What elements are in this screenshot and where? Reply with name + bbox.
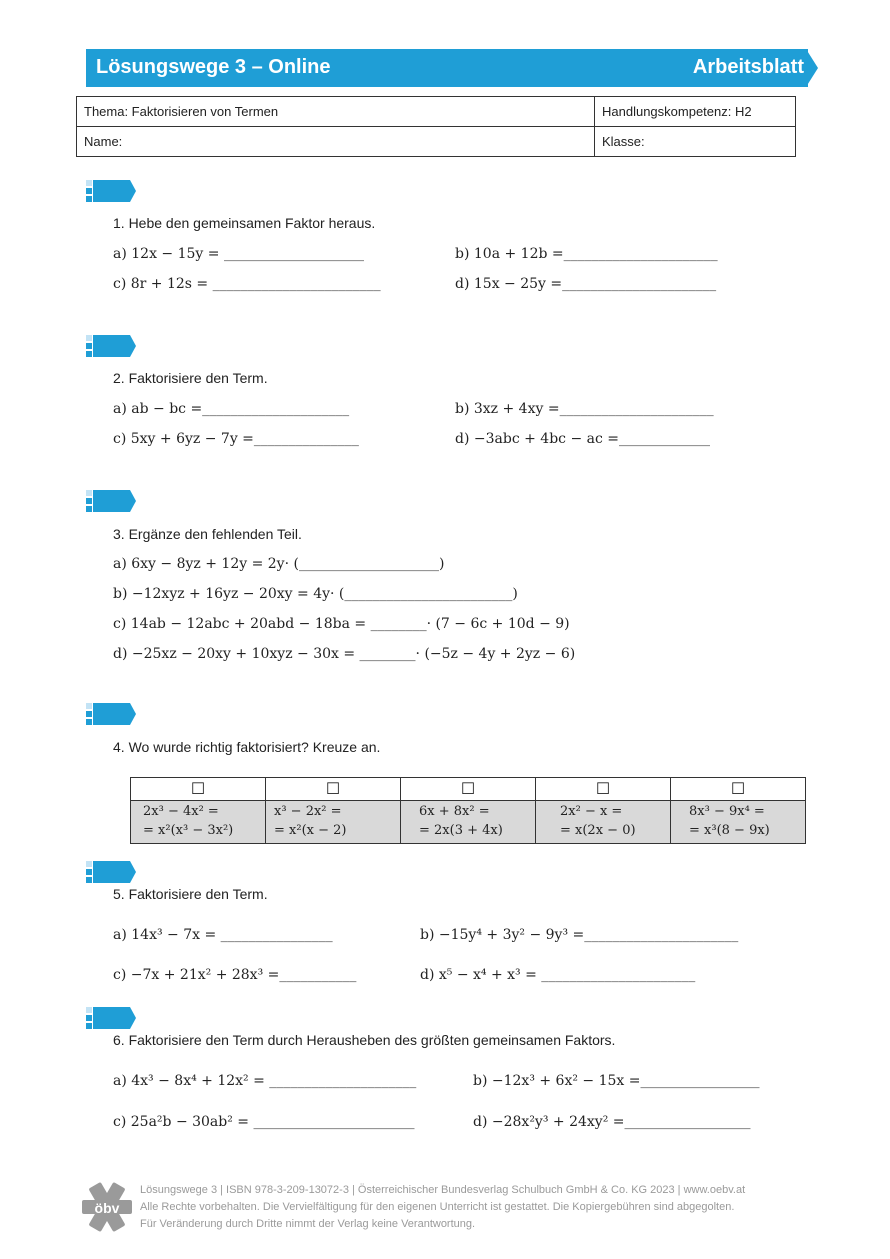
checkbox-1[interactable]: ☐ <box>131 778 266 801</box>
section-marker-1 <box>86 180 136 202</box>
page-title: Lösungswege 3 – Online <box>96 56 331 78</box>
task-2c[interactable]: c) 5xy + 6yz − 7y =_______________ <box>113 431 359 447</box>
task-5b[interactable]: b) −15y⁴ + 3y² − 9y³ =______________________ <box>420 927 739 943</box>
name-field[interactable]: Name: <box>77 127 595 157</box>
task-1-heading: 1. Hebe den gemeinsamen Faktor heraus. <box>113 215 376 231</box>
option-2-line-2: = x²(x − 2) <box>274 823 347 838</box>
task-1d[interactable]: d) 15x − 25y =______________________ <box>455 276 717 292</box>
task-5d[interactable]: d) x⁵ − x⁴ + x³ = ______________________ <box>420 967 696 983</box>
footer-line-2: Alle Rechte vorbehalten. Die Vervielfältigung für den eigenen Unterricht ist gestattet. Die Kopiergebühren sind abgegolten. <box>140 1201 735 1213</box>
option-2 <box>266 801 401 844</box>
option-4 <box>536 801 671 844</box>
footer <box>140 1182 745 1233</box>
task-1a[interactable]: a) 12x − 15y = ____________________ <box>113 246 364 262</box>
info-table <box>76 96 796 157</box>
checkbox-4[interactable]: ☐ <box>536 778 671 801</box>
option-2-line-1: x³ − 2x² = <box>274 804 342 819</box>
task-5c[interactable]: c) −7x + 21x² + 28x³ =___________ <box>113 967 357 983</box>
choice-table <box>130 777 806 844</box>
footer-line-3: Für Veränderung durch Dritte nimmt der Verlag keine Verantwortung. <box>140 1218 476 1230</box>
class-field[interactable]: Klasse: <box>595 127 796 157</box>
logo-text: öbv <box>94 1200 120 1216</box>
task-6-heading: 6. Faktorisiere den Term durch Herausheben des größten gemeinsamen Faktors. <box>113 1032 616 1048</box>
task-6b[interactable]: b) −12x³ + 6x² − 15x =_________________ <box>473 1073 760 1089</box>
task-3d[interactable]: d) −25xz − 20xy + 10xyz − 30x = ________· (−5z − 4y + 2yz − 6) <box>113 646 576 662</box>
task-1b[interactable]: b) 10a + 12b =______________________ <box>455 246 718 262</box>
option-3-line-1: 6x + 8x² = <box>419 804 490 819</box>
option-5-line-2: = x³(8 − 9x) <box>689 823 770 838</box>
header-banner-arrow <box>806 49 818 87</box>
option-3-line-2: = 2x(3 + 4x) <box>419 823 503 838</box>
checkbox-5[interactable]: ☐ <box>671 778 806 801</box>
option-5 <box>671 801 806 844</box>
task-6d[interactable]: d) −28x²y³ + 24xy² =__________________ <box>473 1114 751 1130</box>
option-1 <box>131 801 266 844</box>
worksheet-label: Arbeitsblatt <box>692 56 804 78</box>
oebv-logo <box>80 1180 134 1234</box>
task-6a[interactable]: a) 4x³ − 8x⁴ + 12x² = _____________________ <box>113 1073 417 1089</box>
task-3a[interactable]: a) 6xy − 8yz + 12y = 2y· (____________________) <box>113 556 445 572</box>
checkbox-2[interactable]: ☐ <box>266 778 401 801</box>
option-4-line-1: 2x² − x = <box>560 804 623 819</box>
section-marker-6 <box>86 1007 136 1029</box>
option-1-line-2: = x²(x³ − 3x²) <box>143 823 234 838</box>
section-marker-3 <box>86 490 136 512</box>
topic-cell: Thema: Faktorisieren von Termen <box>77 97 595 127</box>
task-2-heading: 2. Faktorisiere den Term. <box>113 370 268 386</box>
task-2b[interactable]: b) 3xz + 4xy =______________________ <box>455 401 714 417</box>
task-2a[interactable]: a) ab − bc =_____________________ <box>113 401 350 417</box>
option-1-line-1: 2x³ − 4x² = <box>143 804 219 819</box>
option-4-line-2: = x(2x − 0) <box>560 823 636 838</box>
task-5a[interactable]: a) 14x³ − 7x = ________________ <box>113 927 333 943</box>
task-1c[interactable]: c) 8r + 12s = ________________________ <box>113 276 381 292</box>
option-5-line-1: 8x³ − 9x⁴ = <box>689 804 765 819</box>
checkbox-3[interactable]: ☐ <box>401 778 536 801</box>
task-3-heading: 3. Ergänze den fehlenden Teil. <box>113 526 302 542</box>
task-2d[interactable]: d) −3abc + 4bc − ac =_____________ <box>455 431 711 447</box>
task-5-heading: 5. Faktorisiere den Term. <box>113 886 268 902</box>
task-4-heading: 4. Wo wurde richtig faktorisiert? Kreuze an. <box>113 739 381 755</box>
footer-line-1: Lösungswege 3 | ISBN 978-3-209-13072-3 | Österreichischer Bundesverlag Schulbuch GmbH & Co. KG 2023 | www.oebv.at <box>140 1184 746 1196</box>
section-marker-4 <box>86 703 136 725</box>
task-6c[interactable]: c) 25a²b − 30ab² = _______________________ <box>113 1114 415 1130</box>
task-3c[interactable]: c) 14ab − 12abc + 20abd − 18ba = ________· (7 − 6c + 10d − 9) <box>113 616 570 632</box>
task-3b[interactable]: b) −12xyz + 16yz − 20xy = 4y· (________________________) <box>113 586 518 602</box>
option-3 <box>401 801 536 844</box>
section-marker-2 <box>86 335 136 357</box>
section-marker-5 <box>86 861 136 883</box>
competence-cell: Handlungskompetenz: H2 <box>595 97 796 127</box>
